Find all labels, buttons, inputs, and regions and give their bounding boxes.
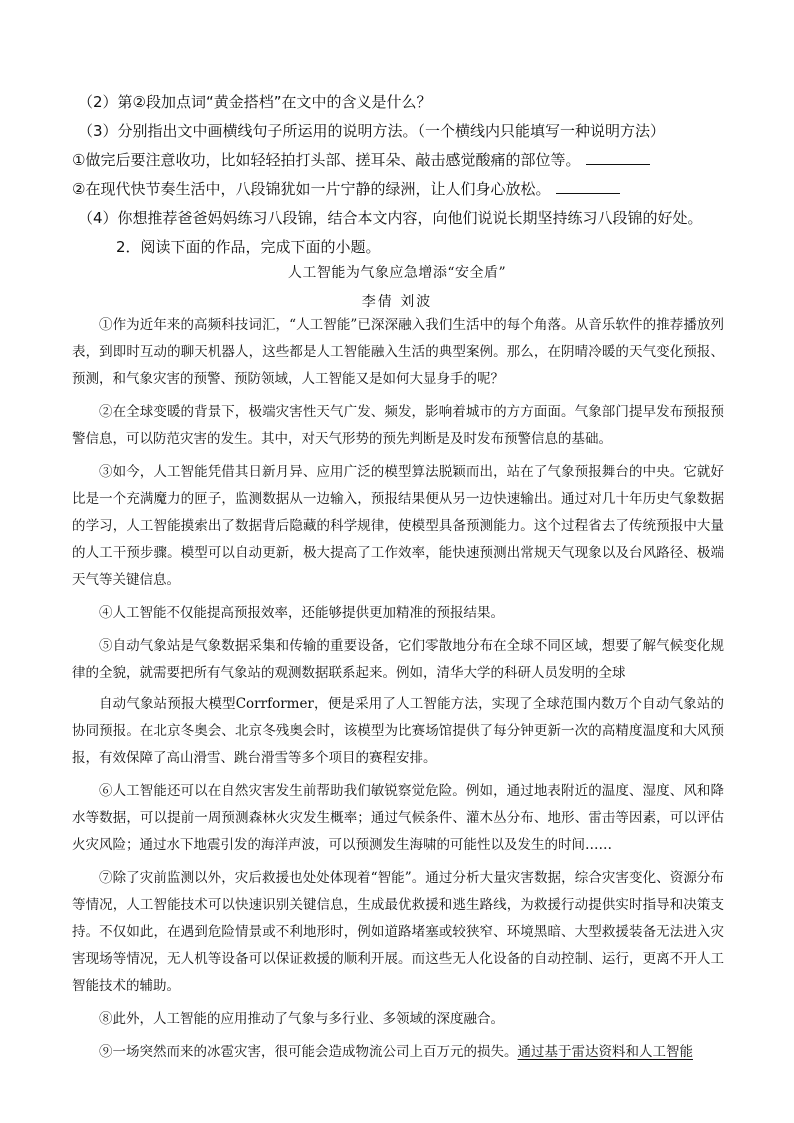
- paragraph-6: ⑥人工智能还可以在自然灾害发生前帮助我们敏锐察觉危险。例如，通过地表附近的温度、湿度、风和降水等数据，可以提前一周预测森林火灾发生概率；通过气候条件、灌木丛分布、地形、雷击等因素，可以评估火灾风险；通过水下地震引发的海洋声波，可以预测发生海啸的可能性以及发生的时间……: [72, 783, 724, 853]
- paragraph-1: ①作为近年来的高频科技词汇，“人工智能”已深深融入我们生活中的每个角落。从音乐软件的推荐播放列表，到即时互动的聊天机器人，这些都是人工智能融入生活的典型案例。那么，在阴晴冷暖的天气变化预报、预测，和气象灾害的预警、预防领域，人工智能又是如何大显身手的呢？: [72, 317, 724, 387]
- paragraph-5-continued: 自动气象站预报大模型Corrformer，便是采用了人工智能方法，实现了全球范围内数万个自动气象站的协同预报。在北京冬奥会、北京冬残奥会时，该模型为比赛场馆提供了每分钟更新一次的高精度温度和大风预报，有效保障了高山滑雪、跳台滑雪等多个项目的赛程安排。: [72, 696, 724, 766]
- question-2: （2）第②段加点词“黄金搭档”在文中的含义是什么？: [78, 93, 432, 111]
- paragraph-9: [72, 1039, 724, 1066]
- paragraph-5: ⑤自动气象站是气象数据采集和传输的重要设备，它们零散地分布在全球不同区域，想要了解气候变化规律的全貌，就需要把所有气象站的观测数据联系起来。例如，清华大学的科研人员发明的全球: [72, 638, 724, 681]
- question-3-item-1: [72, 146, 732, 175]
- question-3: （3）分别指出文中画横线句子所运用的说明方法。（一个横线内只能填写一种说明方法）: [78, 122, 666, 140]
- question-4: （4）你想推荐爸爸妈妈练习八段锦，结合本文内容，向他们说说长期坚持练习八段锦的好处。: [78, 209, 703, 227]
- paragraph-4: ④人工智能不仅能提高预报效率，还能够提供更加精准的预报结果。: [99, 605, 504, 621]
- answer-blank-1[interactable]: [586, 150, 650, 165]
- article-title: 人工智能为气象应急增添“安全盾”: [287, 265, 507, 281]
- section-heading: 2．阅读下面的作品，完成下面的小题。: [116, 238, 381, 256]
- underlined-sentence: 通过基于雷达资料和人工智能: [517, 1044, 693, 1060]
- question-3-item-2: [72, 175, 732, 204]
- paragraph-2: ②在全球变暖的背景下，极端灾害性天气广发、频发，影响着城市的方方面面。气象部门提早发布预报预警信息，可以防范灾害的发生。其中，对天气形势的预先判断是及时发布预警信息的基础。: [72, 404, 724, 447]
- answer-blank-2[interactable]: [556, 179, 620, 194]
- question-3-item-1-text: ①做完后要注意收功，比如轻轻拍打头部、搓耳朵、敲击感觉酸痛的部位等。: [72, 151, 581, 169]
- article-authors: 李倩 刘波: [361, 294, 433, 310]
- paragraph-9-text: ⑨一场突然而来的冰雹灾害，很可能会造成物流公司上百万元的损失。: [99, 1044, 518, 1060]
- article-body: [72, 312, 724, 1072]
- question-3-item-2-text: ②在现代快节奏生活中，八段锦犹如一片宁静的绿洲，让人们身心放松。: [72, 180, 551, 198]
- paragraph-3: ③如今，人工智能凭借其日新月异、应用广泛的模型算法脱颖而出，站在了气象预报舞台的中央。它就好比是一个充满魔力的匣子，监测数据从一边输入，预报结果便从另一边快速输出。通过对几十年历史气象数据的学习，人工智能摸索出了数据背后隐藏的科学规律，使模型具备预测能力。这个过程省去了传统预报中大量的人工干预步骤。模型可以自动更新，极大提高了工作效率，能快速预测出常规天气现象以及台风路径、极端天气等关键信息。: [72, 464, 724, 588]
- paragraph-8: ⑧此外，人工智能的应用推动了气象与多行业、多领域的深度融合。: [99, 1011, 504, 1027]
- paragraph-7: ⑦除了灾前监测以外，灾后救援也处处体现着“智能”。通过分析大量灾害数据，综合灾害变化、资源分布等情况，人工智能技术可以快速识别关键信息，生成最优救援和逃生路线，为救援行动提供实时指导和决策支持。不仅如此，在遇到危险情景或不利地形时，例如道路堵塞或较狭窄、环境黑暗、大型救援装备无法进入灾害现场等情况，无人机等设备可以保证救援的顺利开展。而这些无人化设备的自动控制、运行，更离不开人工智能技术的辅助。: [72, 870, 724, 994]
- question-block: [72, 88, 732, 262]
